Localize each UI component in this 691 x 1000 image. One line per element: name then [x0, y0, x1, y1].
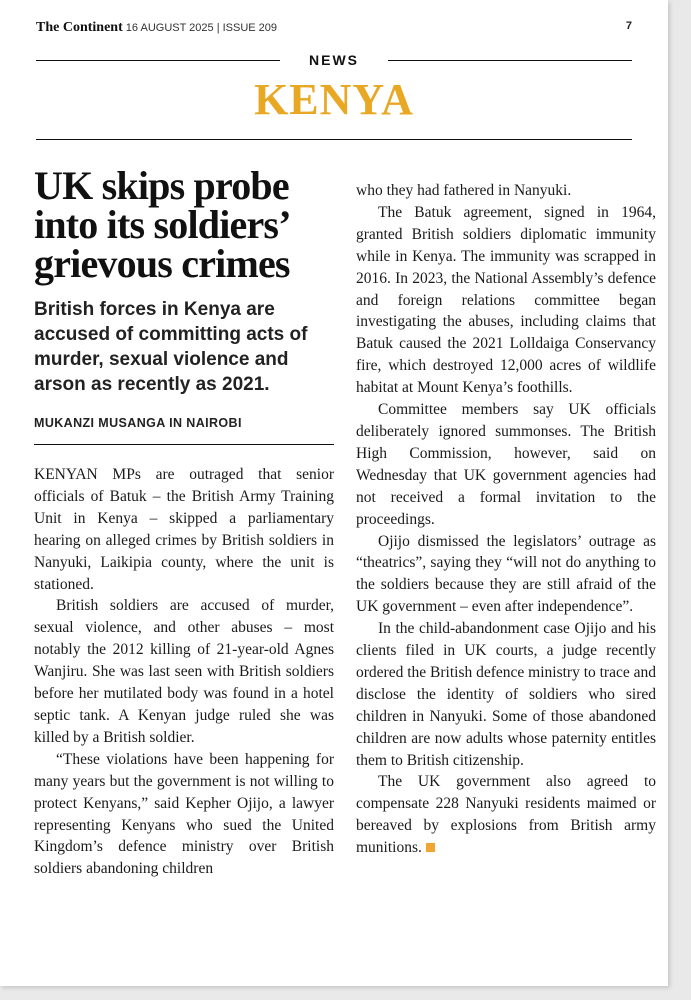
paragraph: The Batuk agreement, signed in 1964, granted British soldiers diplomatic immunity while in Kenya. The immunity was scrapped in 2016. In 2023, the National Assembly’s defence and foreign relations committee began investigating the abuses, including claims that Batuk caused the 2021 Lolldaiga Conservancy fire, which destroyed 12,000 acres of wildlife habitat at Mount Kenya’s foothills. [356, 203, 656, 397]
paragraph-continuation: who they had fathered in Nanyuki. [356, 182, 572, 199]
country-kicker: KENYA [254, 75, 414, 124]
final-paragraph [356, 771, 656, 859]
paragraph: “These violations have been happening for many years but the government is not willing to protect Kenyans,” said Kepher Ojijo, a lawyer representing Kenyans who sued the United Kingdom’s defence ministry over British soldiers abandoning children [34, 750, 334, 878]
page-number: 7 [625, 20, 632, 32]
body-text-left [34, 464, 334, 880]
section-header [36, 52, 632, 70]
headline: UK skips probe into its soldiers’ grievous crimes [34, 163, 290, 286]
paragraph: British soldiers are accused of murder, sexual violence, and other abuses – most notably the 2012 killing of 21-year-old Agnes Wanjiru. She was last seen with British soldiers before her mutilated body was found in a hotel septic tank. A Kenyan judge ruled she was killed by a British soldier. [34, 597, 334, 746]
paragraph: In the child-abandonment case Ojijo and his clients filed in UK courts, a judge recently ordered the British defence ministry to trace and disclose the identity of soldiers who sired children in Nanyuki. Some of those abandoned children are now adults whose paternity entitles them to British citizenship. [356, 620, 656, 769]
masthead [36, 20, 632, 36]
byline-rule [34, 444, 334, 445]
standfirst: British forces in Kenya are accused of committing acts of murder, sexual violence and arson as recently as 2021. [34, 299, 308, 395]
paragraph: Committee members say UK officials deliberately ignored summonses. The British High Commission, however, said on Wednesday that UK government agencies had not received a formal invitation to the proceedings. [356, 401, 656, 528]
left-column [34, 163, 334, 880]
paragraph: Ojijo dismissed the legislators’ outrage as “theatrics”, saying they “will not do anything to the soldiers because they are still afraid of the UK government – even after independence”. [356, 532, 656, 616]
header-rule [36, 139, 632, 140]
end-mark-icon [426, 843, 435, 852]
publication-name: The Continent [36, 20, 123, 35]
byline: MUKANZI MUSANGA IN NAIROBI [34, 416, 242, 430]
section-label: NEWS [309, 52, 359, 68]
right-column [356, 180, 656, 859]
final-paragraph-text: The UK government also agreed to compensate 228 Nanyuki residents maimed or bereaved by explosions from British army munitions. [356, 773, 656, 857]
section-divider-right [388, 60, 632, 61]
paragraph: KENYAN MPs are outraged that senior officials of Batuk – the British Army Training Unit in Kenya – skipped a parliamentary hearing on alleged crimes by British soldiers in Nanyuki, Laikipia county, where the unit is stationed. [34, 466, 334, 593]
issue-date: 16 AUGUST 2025 | ISSUE 209 [125, 22, 278, 34]
